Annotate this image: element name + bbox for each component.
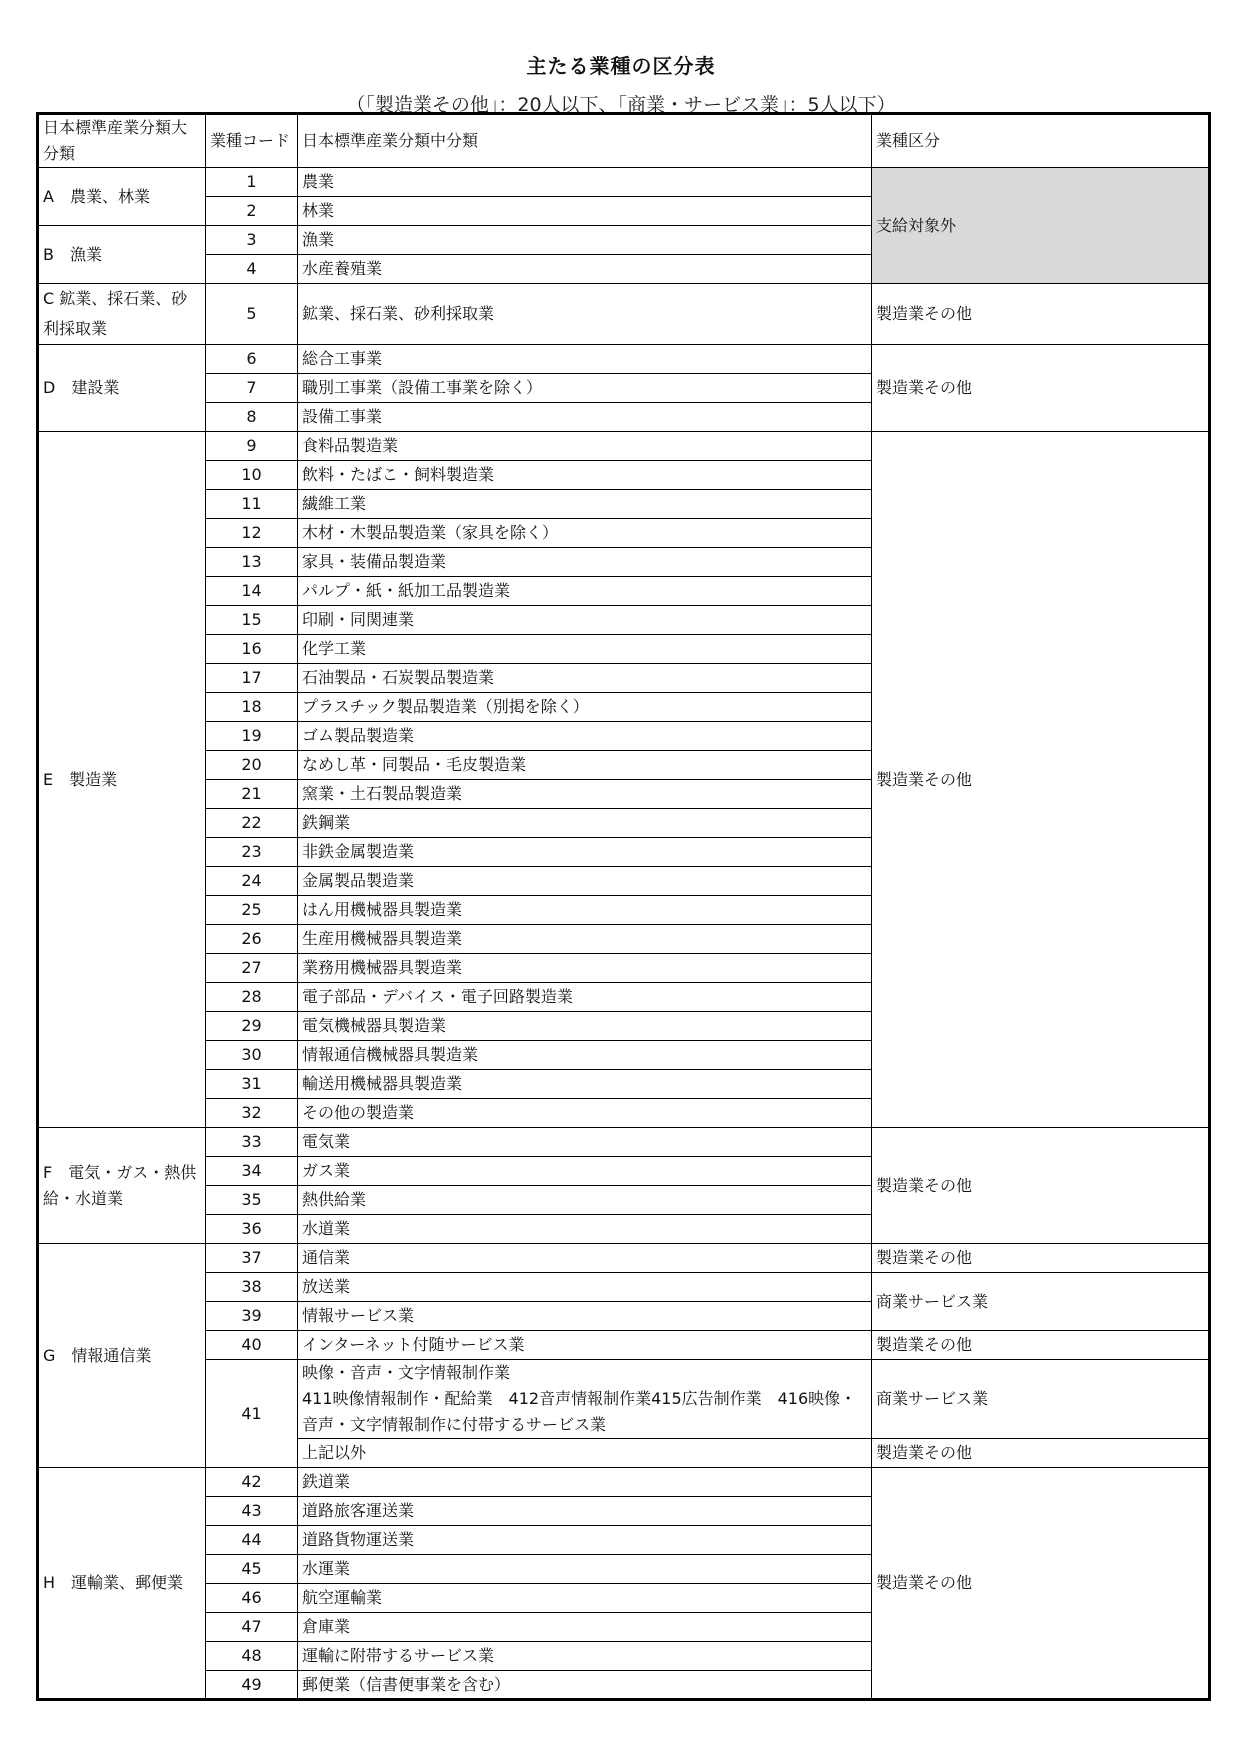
middle-class: 鉱業、採石業、砂利採取業	[298, 284, 872, 345]
middle-class: 通信業	[298, 1244, 872, 1273]
middle-class: 道路旅客運送業	[298, 1497, 872, 1526]
middle-class: 繊維工業	[298, 490, 872, 519]
industry-code: 6	[206, 345, 298, 374]
category-commerce-service: 商業サービス業	[872, 1360, 1210, 1439]
table-row	[38, 1128, 1210, 1157]
industry-code: 34	[206, 1157, 298, 1186]
table-row	[38, 1331, 1210, 1360]
industry-code: 14	[206, 577, 298, 606]
industry-code: 12	[206, 519, 298, 548]
industry-code: 30	[206, 1041, 298, 1070]
industry-code: 37	[206, 1244, 298, 1273]
middle-class: 業務用機械器具製造業	[298, 954, 872, 983]
major-class-f: F 電気・ガス・熱供給・水道業	[38, 1128, 206, 1244]
industry-code: 1	[206, 168, 298, 197]
industry-code: 25	[206, 896, 298, 925]
middle-class: 食料品製造業	[298, 432, 872, 461]
industry-code: 15	[206, 606, 298, 635]
middle-class: 情報サービス業	[298, 1302, 872, 1331]
header-industry-category: 業種区分	[872, 114, 1210, 168]
industry-code: 32	[206, 1099, 298, 1128]
industry-code: 23	[206, 838, 298, 867]
middle-class: 総合工事業	[298, 345, 872, 374]
header-industry-code: 業種コード	[206, 114, 298, 168]
industry-code: 41	[206, 1360, 298, 1468]
industry-code: 36	[206, 1215, 298, 1244]
industry-code: 26	[206, 925, 298, 954]
industry-code: 13	[206, 548, 298, 577]
table-row	[38, 168, 1210, 197]
industry-code: 35	[206, 1186, 298, 1215]
industry-code: 21	[206, 780, 298, 809]
industry-code: 4	[206, 255, 298, 284]
middle-class-multiline	[298, 1360, 872, 1439]
middle-class: 電子部品・デバイス・電子回路製造業	[298, 983, 872, 1012]
table-row	[38, 284, 1210, 345]
middle-class: インターネット付随サービス業	[298, 1331, 872, 1360]
industry-code: 19	[206, 722, 298, 751]
industry-code: 9	[206, 432, 298, 461]
middle-class: プラスチック製品製造業（別掲を除く）	[298, 693, 872, 722]
middle-class: 林業	[298, 197, 872, 226]
middle-class: 電気機械器具製造業	[298, 1012, 872, 1041]
middle-class: 木材・木製品製造業（家具を除く）	[298, 519, 872, 548]
middle-class: 倉庫業	[298, 1613, 872, 1642]
middle-class: なめし革・同製品・毛皮製造業	[298, 751, 872, 780]
page-title: 主たる業種の区分表	[526, 54, 716, 78]
industry-code: 46	[206, 1584, 298, 1613]
industry-code: 28	[206, 983, 298, 1012]
table-row	[38, 345, 1210, 374]
table-row	[38, 1468, 1210, 1497]
middle-class: 航空運輸業	[298, 1584, 872, 1613]
industry-code: 7	[206, 374, 298, 403]
category-manufacturing-other: 製造業その他	[872, 432, 1210, 1128]
industry-code: 5	[206, 284, 298, 345]
middle-class: 熱供給業	[298, 1186, 872, 1215]
header-row	[38, 114, 1210, 168]
middle-class: 設備工事業	[298, 403, 872, 432]
middle-class: 漁業	[298, 226, 872, 255]
major-class-g: G 情報通信業	[38, 1244, 206, 1468]
industry-code: 44	[206, 1526, 298, 1555]
middle-class: 運輸に附帯するサービス業	[298, 1642, 872, 1671]
category-excluded: 支給対象外	[872, 168, 1210, 284]
major-class-a: A 農業、林業	[38, 168, 206, 226]
industry-code: 47	[206, 1613, 298, 1642]
middle-class-detail: 411映像情報制作・配給業 412音声情報制作業415広告制作業 416映像・音声・文字情報制作に付帯するサービス業	[302, 1389, 857, 1434]
industry-code: 45	[206, 1555, 298, 1584]
middle-class: 農業	[298, 168, 872, 197]
industry-code: 29	[206, 1012, 298, 1041]
middle-class: 飲料・たばこ・飼料製造業	[298, 461, 872, 490]
industry-code: 48	[206, 1642, 298, 1671]
middle-class: ガス業	[298, 1157, 872, 1186]
middle-class: その他の製造業	[298, 1099, 872, 1128]
middle-class: パルプ・紙・紙加工品製造業	[298, 577, 872, 606]
middle-class: 非鉄金属製造業	[298, 838, 872, 867]
middle-class: 生産用機械器具製造業	[298, 925, 872, 954]
middle-class: 水運業	[298, 1555, 872, 1584]
middle-class: 映像・音声・文字情報制作業	[302, 1363, 511, 1382]
middle-class: 情報通信機械器具製造業	[298, 1041, 872, 1070]
middle-class: 輸送用機械器具製造業	[298, 1070, 872, 1099]
industry-code: 43	[206, 1497, 298, 1526]
middle-class: 家具・装備品製造業	[298, 548, 872, 577]
industry-code: 39	[206, 1302, 298, 1331]
middle-class: 郵便業（信書便事業を含む）	[298, 1671, 872, 1700]
table-row	[38, 1360, 1210, 1439]
industry-code: 20	[206, 751, 298, 780]
industry-code: 17	[206, 664, 298, 693]
industry-code: 3	[206, 226, 298, 255]
major-class-d: D 建設業	[38, 345, 206, 432]
middle-class: 放送業	[298, 1273, 872, 1302]
industry-code: 16	[206, 635, 298, 664]
middle-class: 印刷・同関連業	[298, 606, 872, 635]
industry-classification-table	[36, 112, 1211, 1701]
category-manufacturing-other: 製造業その他	[872, 345, 1210, 432]
industry-code: 24	[206, 867, 298, 896]
industry-code: 11	[206, 490, 298, 519]
major-class-b: B 漁業	[38, 226, 206, 284]
major-class-c: C 鉱業、採石業、砂利採取業	[38, 284, 206, 345]
middle-class: 窯業・土石製品製造業	[298, 780, 872, 809]
table-row	[38, 1244, 1210, 1273]
middle-class: 職別工事業（設備工事業を除く）	[298, 374, 872, 403]
middle-class: 水道業	[298, 1215, 872, 1244]
category-manufacturing-other: 製造業その他	[872, 1244, 1210, 1273]
industry-code: 40	[206, 1331, 298, 1360]
table-row	[38, 432, 1210, 461]
category-manufacturing-other: 製造業その他	[872, 284, 1210, 345]
industry-code: 49	[206, 1671, 298, 1700]
industry-code: 31	[206, 1070, 298, 1099]
middle-class: 道路貨物運送業	[298, 1526, 872, 1555]
category-manufacturing-other: 製造業その他	[872, 1468, 1210, 1700]
middle-class: 水産養殖業	[298, 255, 872, 284]
industry-code: 27	[206, 954, 298, 983]
header-major-class: 日本標準産業分類大分類	[38, 114, 206, 168]
header-middle-class: 日本標準産業分類中分類	[298, 114, 872, 168]
major-class-h: H 運輸業、郵便業	[38, 1468, 206, 1700]
category-manufacturing-other: 製造業その他	[872, 1439, 1210, 1468]
middle-class: 化学工業	[298, 635, 872, 664]
industry-code: 33	[206, 1128, 298, 1157]
major-class-e: E 製造業	[38, 432, 206, 1128]
middle-class-other: 上記以外	[298, 1439, 872, 1468]
industry-code: 10	[206, 461, 298, 490]
industry-code: 38	[206, 1273, 298, 1302]
industry-code: 2	[206, 197, 298, 226]
industry-code: 22	[206, 809, 298, 838]
table-row	[38, 1273, 1210, 1302]
middle-class: 電気業	[298, 1128, 872, 1157]
category-manufacturing-other: 製造業その他	[872, 1128, 1210, 1244]
industry-code: 8	[206, 403, 298, 432]
middle-class: ゴム製品製造業	[298, 722, 872, 751]
middle-class: 石油製品・石炭製品製造業	[298, 664, 872, 693]
middle-class: 鉄道業	[298, 1468, 872, 1497]
category-commerce-service: 商業サービス業	[872, 1273, 1210, 1331]
page-subtitle: （「製造業その他」：20人以下、「商業・サービス業」：5人以下）	[346, 94, 896, 116]
middle-class: はん用機械器具製造業	[298, 896, 872, 925]
category-manufacturing-other: 製造業その他	[872, 1331, 1210, 1360]
industry-code: 18	[206, 693, 298, 722]
industry-code: 42	[206, 1468, 298, 1497]
middle-class: 金属製品製造業	[298, 867, 872, 896]
middle-class: 鉄鋼業	[298, 809, 872, 838]
